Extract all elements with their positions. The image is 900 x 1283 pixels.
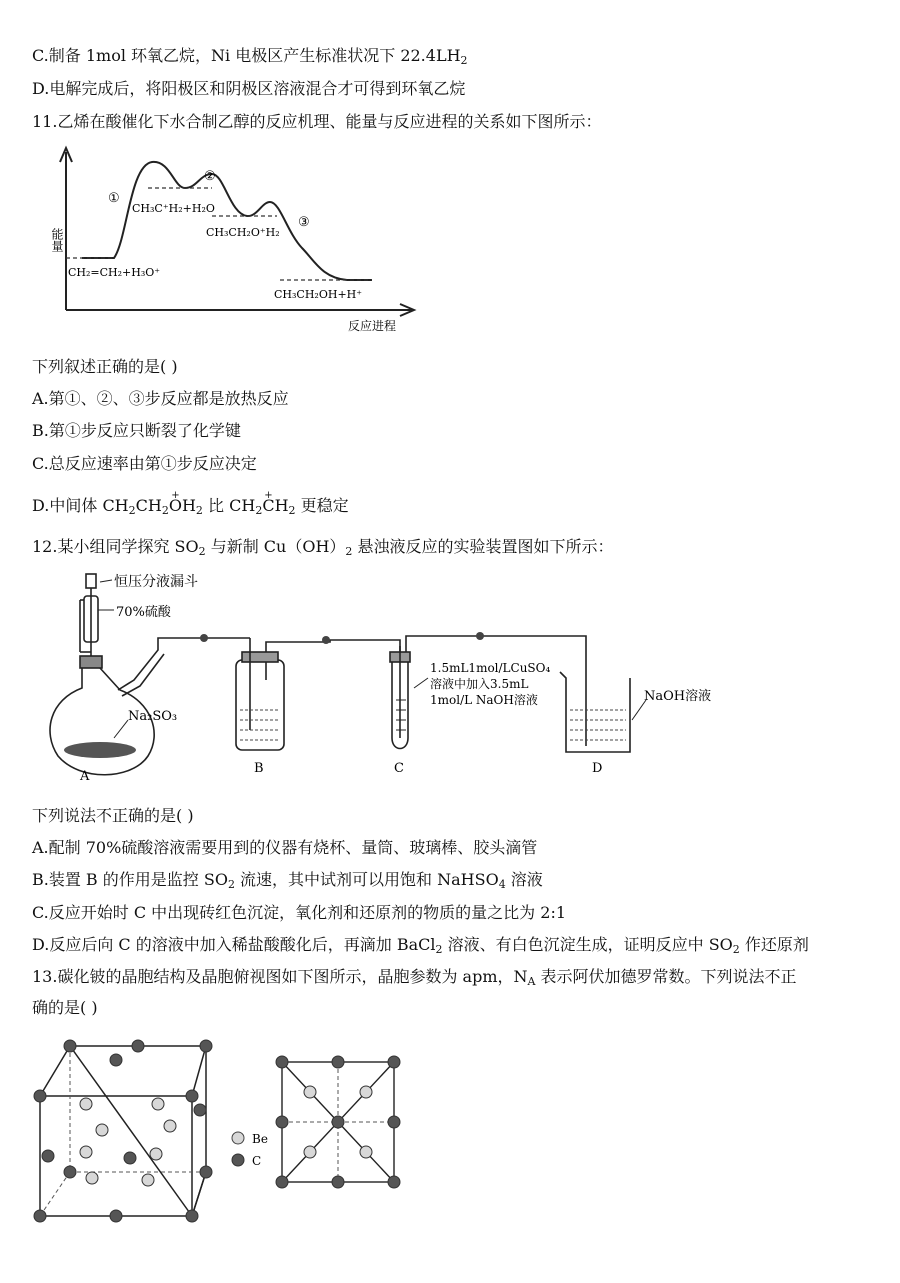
carbon-atom	[110, 1054, 122, 1066]
q11-option-d: D.中间体 $CH_2CH_2+ OH_2$ 比 $CH_2+ CH_2$ 更稳定	[32, 496, 349, 516]
species-oxonium: CH₃CH₂O⁺H₂	[206, 226, 280, 239]
q13-stem-line1: 13.碳化铍的晶胞结构及晶胞俯视图如下图所示，晶胞参数为 apm，$N_A$ 表示阿伏加德罗常数。下列说法不正	[32, 967, 797, 988]
species-carbocation: CH₃C⁺H₂+H₂O	[132, 202, 215, 215]
q11-option-a: A.第①、②、③步反应都是放热反应	[32, 389, 289, 408]
carbon-atom	[186, 1090, 198, 1102]
legend-c-label: C	[252, 1154, 262, 1168]
unit-cell-cube	[40, 1046, 206, 1216]
top-view-beryllium	[360, 1086, 372, 1098]
step2-label: ②	[204, 169, 216, 184]
carbon-atom	[64, 1040, 76, 1052]
carbon-atom	[64, 1166, 76, 1178]
q12-option-c: C.反应开始时 C 中出现砖红色沉淀，氧化剂和还原剂的物质的量之比为 2:1	[32, 903, 567, 922]
carbon-atom	[132, 1040, 144, 1052]
energy-diagram	[52, 140, 472, 340]
top-view-carbon	[276, 1056, 288, 1068]
top-view-carbon	[332, 1116, 344, 1128]
q12-stem: 12.某小组同学探究 $SO_2$ 与新制 $Cu(OH)_2$ 悬浊液反应的实验装置图如下所示：	[32, 537, 614, 558]
c-note-line1: 1.5mL1mol/LCuSO₄	[430, 661, 551, 675]
energy-curve	[82, 162, 372, 280]
c-note-line2: 溶液中加入3.5mL	[430, 677, 529, 691]
q12-option-b: B.装置 B 的作用是监控 $SO_2$ 流速，其中试剂可以用饱和 NaHSO$_4$ 溶液	[32, 870, 543, 891]
apparatus-label-a: A	[80, 769, 90, 784]
top-view-beryllium	[304, 1086, 316, 1098]
flask-stopper	[80, 656, 102, 668]
d-note: NaOH溶液	[644, 689, 712, 704]
q12-option-a: A.配制 70%硫酸溶液需要用到的仪器有烧杯、量筒、玻璃棒、胶头滴管	[32, 838, 538, 857]
top-view-beryllium	[360, 1146, 372, 1158]
tube-c-d	[406, 636, 586, 746]
beryllium-atom	[142, 1174, 154, 1186]
q11-stem: 11.乙烯在酸催化下水合制乙醇的反应机理、能量与反应进程的关系如下图所示：	[32, 112, 602, 131]
q11-option-b: B.第①步反应只断裂了化学键	[32, 421, 241, 440]
carbon-atom	[194, 1104, 206, 1116]
solid-label: Na₂SO₃	[128, 709, 178, 724]
carbon-atom	[200, 1040, 212, 1052]
legend-c-marker	[232, 1154, 244, 1166]
q12-ask: 下列说法不正确的是( )	[32, 806, 194, 825]
apparatus-diagram	[40, 560, 800, 792]
apparatus-label-b: B	[254, 761, 264, 776]
beryllium-atom	[150, 1148, 162, 1160]
beryllium-atom	[96, 1124, 108, 1136]
bottle-b	[236, 660, 284, 750]
flask-solid	[64, 742, 136, 758]
q10-option-c: C.制备 1mol 环氧乙烷，Ni 电极区产生标准状况下 $22.4LH_2$	[32, 46, 468, 67]
tube-a-b	[118, 638, 250, 690]
carbon-atom	[200, 1166, 212, 1178]
q11-ask: 下列叙述正确的是( )	[32, 357, 178, 376]
carbon-atom	[42, 1150, 54, 1162]
beryllium-atom	[164, 1120, 176, 1132]
beryllium-atom	[152, 1098, 164, 1110]
q10-option-d: D.电解完成后，将阳极区和阴极区溶液混合才可得到环氧乙烷	[32, 79, 466, 98]
crystal-diagram	[20, 1030, 440, 1230]
q12-option-d: D.反应后向 C 的溶液中加入稀盐酸酸化后，再滴加 BaCl$_2$ 溶液、有白色沉淀生成，证明反应中 $SO_2$ 作还原剂	[32, 935, 809, 956]
carbon-atom	[124, 1152, 136, 1164]
legend-be-label: Be	[252, 1132, 268, 1146]
species-reactants: CH₂=CH₂+H₃O⁺	[68, 266, 161, 279]
top-view-carbon	[276, 1116, 288, 1128]
q13-stem-line2: 确的是( )	[32, 998, 98, 1017]
top-view-carbon	[276, 1176, 288, 1188]
c-note-line3: 1mol/L NaOH溶液	[430, 693, 538, 707]
top-view-carbon	[388, 1116, 400, 1128]
beryllium-atom	[80, 1146, 92, 1158]
top-view-carbon	[388, 1176, 400, 1188]
carbon-atom	[110, 1210, 122, 1222]
energy-ylabel: 能量	[50, 228, 64, 252]
q11-option-c: C.总反应速率由第①步反应决定	[32, 454, 257, 473]
acid-label: 70%硫酸	[116, 605, 171, 620]
apparatus-label-c: C	[394, 761, 404, 776]
step3-label: ③	[298, 215, 310, 230]
top-view-carbon	[332, 1176, 344, 1188]
carbon-atoms	[34, 1040, 212, 1222]
legend-be-marker	[232, 1132, 244, 1144]
funnel-label: 恒压分液漏斗	[114, 574, 198, 590]
funnel-stopper	[86, 574, 96, 588]
carbon-atom	[186, 1210, 198, 1222]
top-view-carbon	[388, 1056, 400, 1068]
apparatus-label-d: D	[592, 761, 603, 776]
carbon-atom	[34, 1090, 46, 1102]
energy-xlabel: 反应进程	[348, 319, 397, 333]
step1-label: ①	[108, 191, 120, 206]
top-view-carbon	[332, 1056, 344, 1068]
carbon-atom	[34, 1210, 46, 1222]
beryllium-atom	[86, 1172, 98, 1184]
top-view-beryllium	[304, 1146, 316, 1158]
beryllium-atom	[80, 1098, 92, 1110]
species-products: CH₃CH₂OH+H⁺	[274, 288, 363, 301]
